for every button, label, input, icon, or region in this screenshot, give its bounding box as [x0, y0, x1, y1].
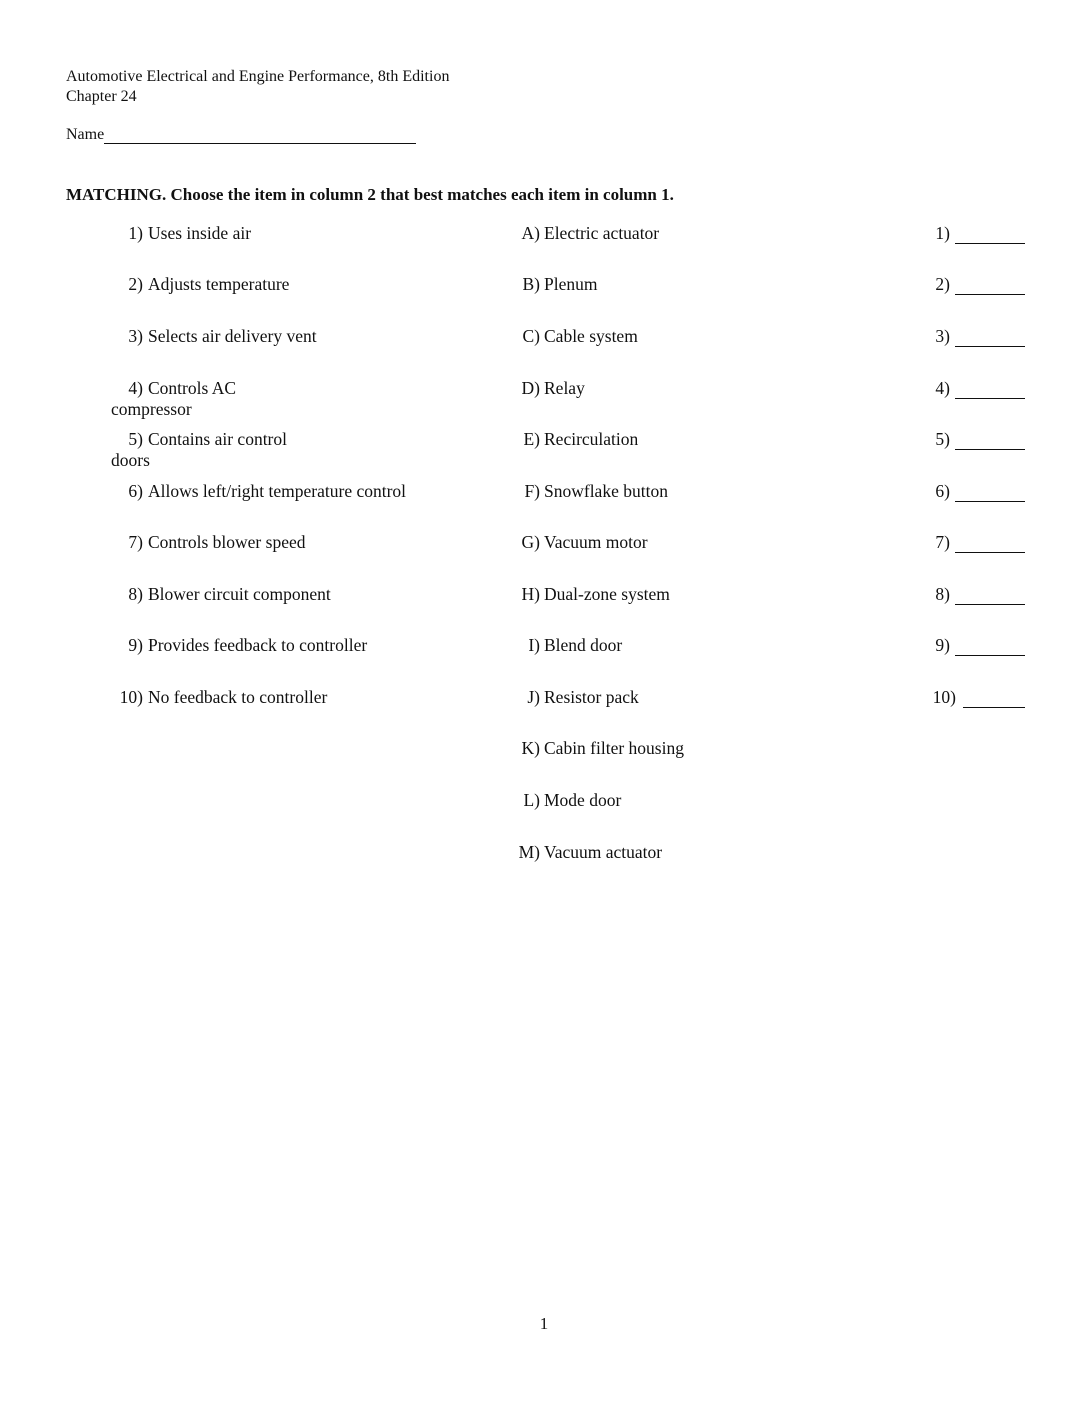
term-text: Controls blower speed: [148, 532, 306, 552]
answer-blank[interactable]: [926, 481, 950, 502]
option-item: [510, 274, 597, 295]
answer-line[interactable]: [955, 346, 1025, 347]
answer-line[interactable]: [955, 655, 1025, 656]
answer-line[interactable]: [955, 294, 1025, 295]
term-number: 7): [128, 532, 143, 552]
option-text: Resistor pack: [544, 687, 639, 707]
option-text: Plenum: [544, 274, 598, 294]
term-number: 1): [128, 223, 143, 243]
answer-label: 6): [935, 481, 950, 501]
term-item: [111, 274, 321, 295]
answer-blank[interactable]: [926, 635, 950, 656]
answer-line[interactable]: [955, 552, 1025, 553]
matching-row: [0, 687, 1088, 711]
page-number: 1: [539, 1314, 549, 1333]
answer-label: 3): [935, 326, 950, 346]
answer-label: 1): [935, 223, 950, 243]
chapter-label: Chapter 24: [66, 88, 137, 105]
term-text: Selects air delivery vent: [148, 326, 317, 346]
term-text: Adjusts temperature: [148, 274, 290, 294]
term-item: [111, 481, 451, 502]
option-only-row: [0, 790, 1088, 814]
option-letter: A): [521, 223, 540, 243]
option-letter: I): [528, 635, 540, 655]
name-label: Name: [66, 126, 105, 143]
option-item: [510, 429, 638, 450]
option-text: Blend door: [544, 635, 623, 655]
option-text: Cable system: [544, 326, 638, 346]
answer-blank[interactable]: [926, 687, 956, 708]
term-item: [111, 635, 411, 656]
matching-row: [0, 326, 1088, 350]
term-number: 10): [119, 687, 143, 707]
term-item: [111, 532, 321, 553]
term-number: 8): [128, 584, 143, 604]
option-item: [510, 790, 621, 811]
matching-row: [0, 532, 1088, 556]
answer-line[interactable]: [955, 604, 1025, 605]
option-letter: D): [521, 378, 540, 398]
option-only-row: [0, 738, 1088, 762]
option-text: Vacuum actuator: [544, 842, 663, 862]
term-item: [111, 687, 371, 708]
matching-row: [0, 584, 1088, 608]
answer-blank[interactable]: [926, 223, 950, 244]
answer-line[interactable]: [955, 243, 1025, 244]
term-item: [111, 584, 371, 605]
term-number: 4): [128, 378, 143, 398]
answer-line[interactable]: [955, 398, 1025, 399]
term-item: [111, 429, 321, 471]
option-letter: F): [524, 481, 540, 501]
answer-blank[interactable]: [926, 584, 950, 605]
answer-label: 7): [935, 532, 950, 552]
matching-row: [0, 429, 1088, 470]
option-item: [510, 532, 648, 553]
term-item: [111, 223, 321, 244]
answer-blank[interactable]: [926, 326, 950, 347]
option-item: [510, 223, 659, 244]
option-item: [510, 842, 662, 863]
term-number: 6): [128, 481, 143, 501]
option-letter: H): [521, 584, 540, 604]
option-text: Snowflake button: [544, 481, 668, 501]
name-row: [66, 125, 416, 144]
term-text: Blower circuit component: [148, 584, 331, 604]
term-number: 2): [128, 274, 143, 294]
term-item: [111, 378, 321, 420]
answer-blank[interactable]: [926, 378, 950, 399]
option-item: [510, 738, 684, 759]
matching-row: [0, 635, 1088, 659]
option-letter: G): [521, 532, 540, 552]
option-item: [510, 687, 639, 708]
option-text: Cabin filter housing: [544, 738, 684, 758]
matching-row: [0, 223, 1088, 247]
term-text: Uses inside air: [148, 223, 252, 243]
answer-line[interactable]: [955, 501, 1025, 502]
term-item: [111, 326, 321, 347]
option-letter: C): [522, 326, 540, 346]
option-text: Relay: [544, 378, 585, 398]
option-text: Dual-zone system: [544, 584, 670, 604]
option-text: Vacuum motor: [544, 532, 648, 552]
answer-blank[interactable]: [926, 532, 950, 553]
option-letter: B): [522, 274, 540, 294]
term-text: Contains air control doors: [111, 429, 288, 470]
option-item: [510, 635, 622, 656]
name-field[interactable]: [104, 125, 416, 144]
option-item: [510, 584, 670, 605]
answer-label: 10): [932, 687, 956, 707]
option-text: Recirculation: [544, 429, 639, 449]
term-text: Allows left/right temperature control: [148, 481, 407, 501]
answer-line[interactable]: [955, 449, 1025, 450]
option-text: Mode door: [544, 790, 622, 810]
matching-row: [0, 378, 1088, 419]
term-number: 3): [128, 326, 143, 346]
answer-label: 2): [935, 274, 950, 294]
instructions: MATCHING. Choose the item in column 2 that best matches each item in column 1.: [66, 185, 674, 204]
answer-blank[interactable]: [926, 274, 950, 295]
answer-blank[interactable]: [926, 429, 950, 450]
option-item: [510, 326, 638, 347]
term-number: 5): [128, 429, 143, 449]
option-letter: J): [527, 687, 540, 707]
option-letter: L): [523, 790, 540, 810]
option-item: [510, 481, 668, 502]
term-number: 9): [128, 635, 143, 655]
matching-row: [0, 274, 1088, 298]
answer-label: 5): [935, 429, 950, 449]
answer-label: 4): [935, 378, 950, 398]
option-text: Electric actuator: [544, 223, 660, 243]
answer-line[interactable]: [963, 707, 1025, 708]
option-letter: K): [521, 738, 540, 758]
book-title: Automotive Electrical and Engine Performance, 8th Edition: [66, 68, 450, 85]
matching-row: [0, 481, 1088, 505]
answer-label: 9): [935, 635, 950, 655]
answer-label: 8): [935, 584, 950, 604]
term-text: Provides feedback to controller: [148, 635, 368, 655]
option-only-row: [0, 842, 1088, 866]
term-text: No feedback to controller: [148, 687, 328, 707]
option-letter: E): [523, 429, 540, 449]
option-letter: M): [518, 842, 540, 862]
term-text: Controls AC compressor: [111, 378, 237, 419]
option-item: [510, 378, 585, 399]
